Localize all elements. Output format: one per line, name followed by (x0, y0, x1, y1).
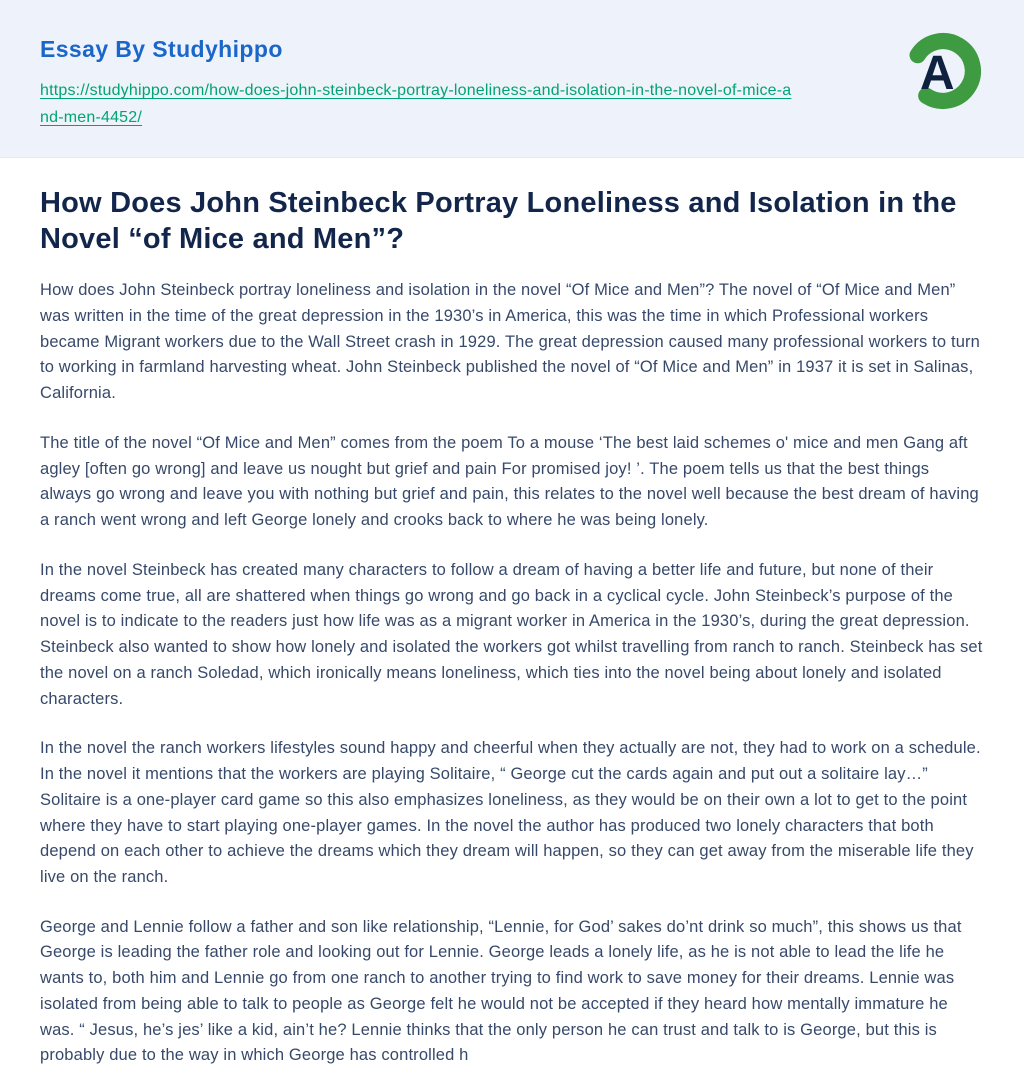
source-url-link[interactable]: https://studyhippo.com/how-does-john-steinbeck-portray-loneliness-and-isolation-in-the-novel-of-mice-and-men-4452/ (40, 82, 792, 127)
byline: Essay By Studyhippo (40, 36, 283, 62)
essay-paragraph-1: How does John Steinbeck portray loneliness and isolation in the novel “Of Mice and Men”? The novel of “Of Mice and Men” was written in the time of the great depression in the 1930’s in America, this was the time in which Professional workers became Migrant workers due to the Wall Street crash in 1929. The great depression caused many professional workers to turn to working in farmland harvesting wheat. John Steinbeck published the novel of “Of Mice and Men” in 1937 it is set in Salinas, California. (40, 281, 981, 403)
essay-paragraph-4: In the novel the ranch workers lifestyles sound happy and cheerful when they actually are not, they had to work on a schedule. In the novel it mentions that the workers are playing Solitaire, “ George cut the cards again and put out a solitaire lay…” Solitaire is a one-player card game so this also emphasizes loneliness, as they would be on their own a lot to get to the point where they have to start playing one-player games. In the novel the author has produced two lonely characters that both depend on each other to achieve the dreams which they dream will happen, so they can get away from the miserable life they live on the ranch. (40, 739, 981, 886)
logo-letter: A (919, 46, 955, 100)
essay-paragraph-5: George and Lennie follow a father and son like relationship, “Lennie, for God’ sakes do’nt drink so much”, this shows us that George is leading the father role and looking out for Lennie. George leads a lonely life, as he is not able to lead the life he wants to, both him and Lennie go from one ranch to another trying to find work to save money for their dreams. Lennie was isolated from being able to talk to people as George felt he would not be accepted if they heard how mentally immature he was. “ Jesus, he’s jes’ like a kid, ain’t he? Lennie thinks that the only person he can trust and talk to is George, but this is probably due to the way in which George has controlled h (40, 917, 962, 1065)
essay-paragraph-3: In the novel Steinbeck has created many characters to follow a dream of having a better life and future, but none of their dreams come true, all are shattered when things go wrong and go back in a cyclical cycle. John Steinbeck’s purpose of the novel is to indicate to the readers just how life was as a migrant worker in America in the 1930’s, during the great depression. Steinbeck also wanted to show how lonely and isolated the workers got whilst travelling from ranch to ranch. Steinbeck has set the novel on a ranch Soledad, which ironically means loneliness, which ties into the novel being about lonely and isolated characters. (40, 560, 983, 708)
studyhippo-logo (902, 30, 984, 112)
essay-paragraph-2: The title of the novel “Of Mice and Men” comes from the poem To a mouse ‘The best laid schemes o' mice and men Gang aft agley [often go wrong] and leave us nought but grief and pain For promised joy! ’. The poem tells us that the best things always go wrong and leave you with nothing but grief and pain, this relates to the novel well because the best dream of having a ranch went wrong and left George lonely and crooks back to where he was being lonely. (40, 433, 979, 530)
page-header (0, 0, 1024, 158)
essay-content (0, 158, 1024, 1069)
essay-title: How Does John Steinbeck Portray Loneliness and Isolation in the Novel “of Mice and Men”? (40, 187, 957, 256)
logo-a-icon (902, 30, 984, 112)
